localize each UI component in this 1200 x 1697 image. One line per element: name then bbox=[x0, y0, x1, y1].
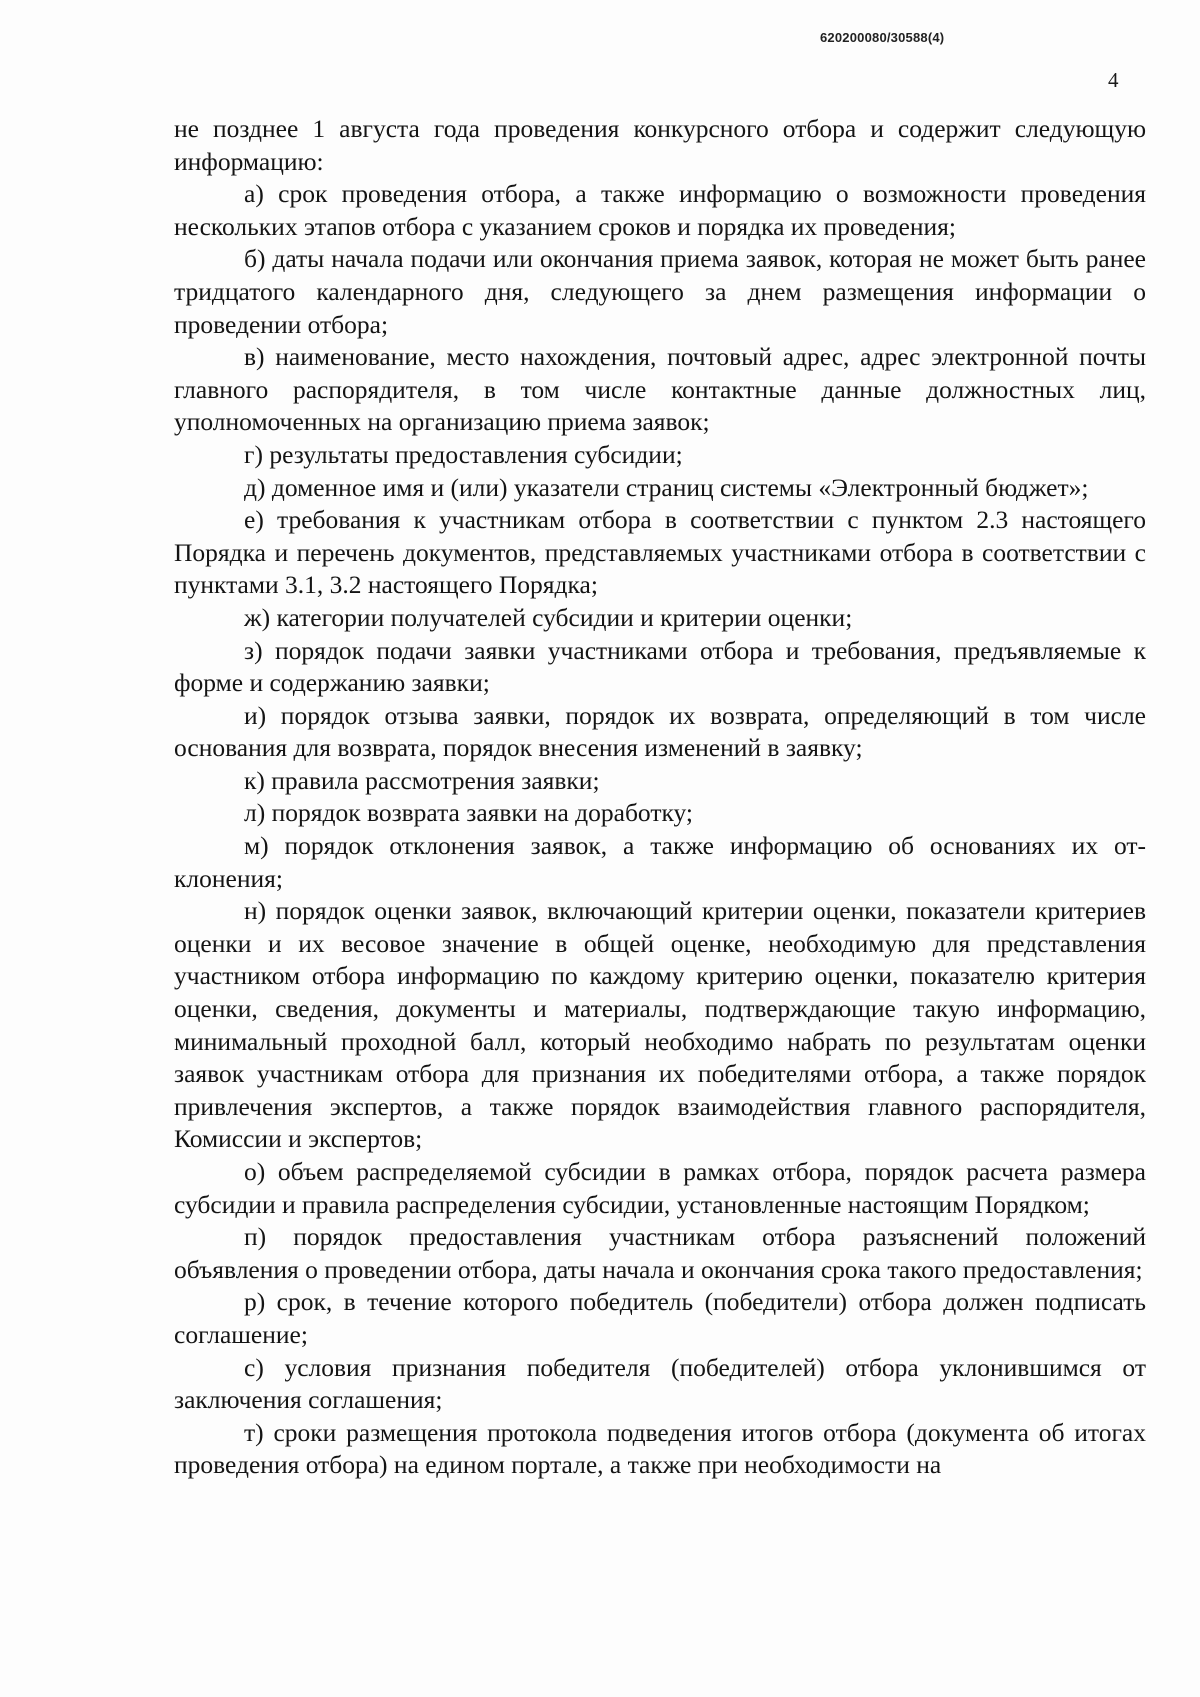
paragraph-item-b: б) даты начала подачи или окончания приема заявок, которая не может быть ранее тридцатого календарного дня, следующего за днем размещения информации о проведении отбора; bbox=[174, 244, 1146, 339]
paragraph-item-r: р) срок, в течение которого победитель (победители) отбора должен подписать соглашение; bbox=[174, 1287, 1146, 1349]
paragraph-item-i: и) порядок отзыва заявки, порядок их возврата, определяющий в том числе основания для возврата, порядок внесения изменений в заявку; bbox=[174, 700, 1146, 763]
paragraph-item-l: л) порядок возврата заявки на доработку; bbox=[244, 798, 694, 828]
paragraph-item-d: д) доменное имя и (или) указатели страниц системы «Электронный бюджет»; bbox=[244, 472, 1089, 502]
paragraph-item-m: м) порядок отклонения заявок, а также информацию об основаниях их отклонения; bbox=[174, 831, 1146, 893]
paragraph-item-n: н) порядок оценки заявок, включающий критерии оценки, показатели критериев оценки и их весовое значение в общей оценке, необходимую для представления участником отбора информацию по каждому критерию оценки, показателю критерия оценки, сведения, документы и материалы, подтверждающие такую информацию, минимальный проходной балл, который необходимо набрать по результатам оценки заявок участникам отбора для признания их победителями отбора, а также порядок привлечения экспертов, а также порядок взаимодействия главного распорядителя, Комиссии и экспертов; bbox=[174, 896, 1146, 1154]
paragraph-item-k: к) правила рассмотрения заявки; bbox=[244, 765, 600, 795]
paragraph-item-e: е) требования к участникам отбора в соответствии с пунктом 2.3 настоящего Порядка и перечень документов, представляемых участниками отбора в соответствии с пунктами 3.1, 3.2 настоящего Порядка; bbox=[174, 505, 1146, 600]
paragraph-item-z: з) порядок подачи заявки участниками отбора и требования, предъявляемые к форме и содержанию заявки; bbox=[174, 635, 1146, 698]
paragraph-item-zh: ж) категории получателей субсидии и критерии оценки; bbox=[244, 602, 853, 632]
paragraph-item-t: т) сроки размещения протокола подведения итогов отбора (документа об итогах проведения отбора) на едином портале, а также при необходимости на bbox=[174, 1417, 1146, 1480]
paragraph-item-o: о) объем распределяемой субсидии в рамках отбора, порядок расчета размера субсидии и правила распределения субсидии, установленные настоящим Порядком; bbox=[174, 1157, 1146, 1219]
paragraph-item-s: с) условия признания победителя (победителей) отбора уклонившимся от заключения соглашения; bbox=[174, 1352, 1146, 1415]
paragraph-item-p: п) порядок предоставления участникам отбора разъяснений положений объявления о проведении отбора, даты начала и окончания срока такого предоставления; bbox=[174, 1222, 1146, 1284]
page-number: 4 bbox=[1108, 68, 1119, 92]
document-body bbox=[174, 113, 1146, 1482]
paragraph-item-a: а) срок проведения отбора, а также информацию о возможности проведения нескольких этапов отбора с указанием сроков и порядка их проведения; bbox=[174, 179, 1146, 241]
paragraph-continuation: не позднее 1 августа года проведения конкурсного отбора и содержит следующую информацию: bbox=[174, 114, 1146, 176]
paragraph-item-v: в) наименование, место нахождения, почтовый адрес, адрес электронной почты главного распорядителя, в том числе контактные данные должностных лиц, уполномоченных на организацию приема заявок; bbox=[174, 342, 1146, 437]
document-id: 620200080/30588(4) bbox=[820, 30, 945, 45]
paragraph-item-g: г) результаты предоставления субсидии; bbox=[244, 439, 683, 469]
